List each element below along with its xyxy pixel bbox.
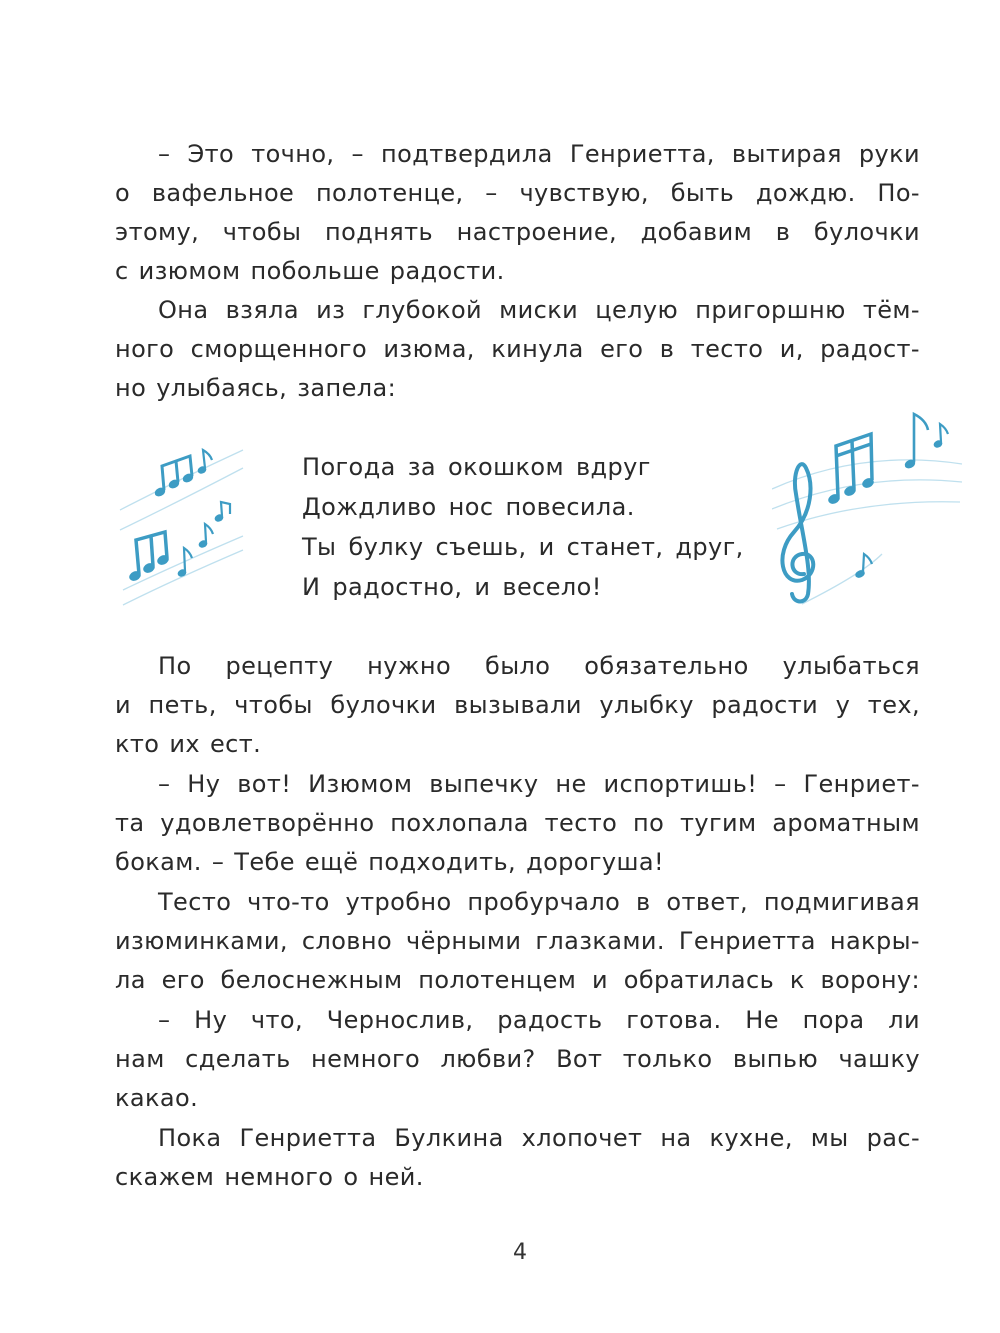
text-line: Тесто что-то утробно пробурчало в ответ, подмигивая (158, 888, 920, 916)
music-notes-icon (118, 440, 248, 610)
text-line: та удовлетворённо похлопала тесто по тугим ароматным (115, 809, 920, 837)
text-line: кто их ест. (115, 730, 262, 758)
text-line: – Это точно, – подтвердила Генриетта, вытирая руки (158, 140, 920, 168)
text-line: ного сморщенного изюма, кинула его в тесто и, радост- (115, 335, 920, 363)
text-line: скажем немного о ней. (115, 1163, 424, 1191)
text-line: нам сделать немного любви? Вот только выпью чашку (115, 1045, 920, 1073)
text-line: – Ну что, Чернослив, радость готова. Не пора ли (158, 1006, 920, 1034)
text-line: Пока Генриетта Булкина хлопочет на кухне, мы рас- (158, 1124, 920, 1152)
text-line: бокам. – Тебе ещё подходить, дорогуша! (115, 848, 664, 876)
text-line: какао. (115, 1084, 199, 1112)
text-line: о вафельное полотенце, – чувствую, быть дождю. По- (115, 179, 920, 207)
text-line: но улыбаясь, запела: (115, 374, 397, 402)
poem-line: Погода за окошком вдруг (302, 453, 651, 481)
poem-line: Ты булку съешь, и станет, друг, (302, 533, 744, 561)
page-number: 4 (513, 1240, 527, 1265)
text-line: Она взяла из глубокой миски целую пригоршню тём- (158, 296, 920, 324)
text-line: По рецепту нужно было обязательно улыбаться (158, 652, 920, 680)
poem-line: Дождливо нос повесила. (302, 493, 635, 521)
text-line: изюминками, словно чёрными глазками. Генриетта накры- (115, 927, 920, 955)
text-line: – Ну вот! Изюмом выпечку не испортишь! – Генриет- (158, 770, 920, 798)
text-line: с изюмом побольше радости. (115, 257, 505, 285)
poem-line: И радостно, и весело! (302, 573, 602, 601)
treble-clef-notes-icon (772, 404, 964, 609)
text-line: ла его белоснежным полотенцем и обратилась к ворону: (115, 966, 920, 994)
text-line: и петь, чтобы булочки вызывали улыбку радости у тех, (115, 691, 920, 719)
text-line: этому, чтобы поднять настроение, добавим в булочки (115, 218, 920, 246)
